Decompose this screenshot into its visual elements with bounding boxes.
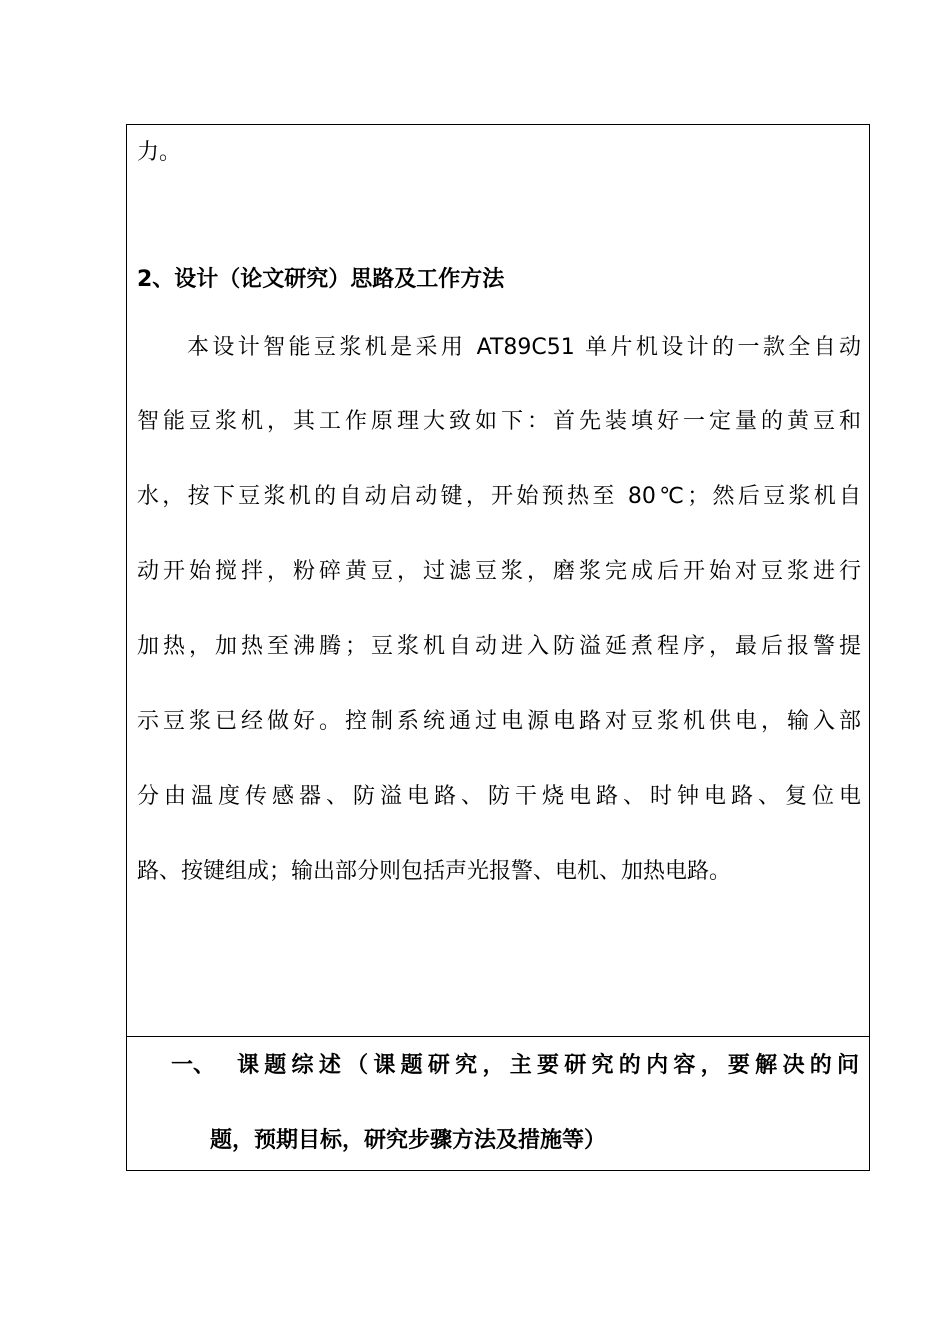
paragraph-line-8: 路、按键组成；输出部分则包括声光报警、电机、加热电路。 <box>137 859 732 884</box>
section-number: 一、 <box>171 1053 216 1078</box>
section-title-continuation: 题，预期目标，研究步骤方法及措施等） <box>210 1128 607 1153</box>
paragraph-line-3: 水，按下豆浆机的自动启动键，开始预热至 80℃；然后豆浆机自 <box>137 484 861 509</box>
paragraph-line-2: 智能豆浆机，其工作原理大致如下：首先装填好一定量的黄豆和 <box>137 409 861 434</box>
paragraph-line-6: 示豆浆已经做好。控制系统通过电源电路对豆浆机供电，输入部 <box>137 709 861 734</box>
continuation-text: 力。 <box>137 140 182 165</box>
paragraph-line-1: 本设计智能豆浆机是采用 AT89C51 单片机设计的一款全自动 <box>187 335 861 360</box>
form-table <box>126 124 870 1171</box>
section-title-text: 课题综述（课题研究，主要研究的内容，要解决的问 <box>237 1053 859 1078</box>
paragraph-line-5: 加热，加热至沸腾；豆浆机自动进入防溢延煮程序，最后报警提 <box>137 634 861 659</box>
paragraph-line-7: 分由温度传感器、防溢电路、防干烧电路、时钟电路、复位电 <box>137 784 861 809</box>
row-divider <box>127 1036 869 1037</box>
section-heading: 2、设计（论文研究）思路及工作方法 <box>137 267 505 292</box>
paragraph-line-4: 动开始搅拌，粉碎黄豆，过滤豆浆，磨浆完成后开始对豆浆进行 <box>137 559 861 584</box>
